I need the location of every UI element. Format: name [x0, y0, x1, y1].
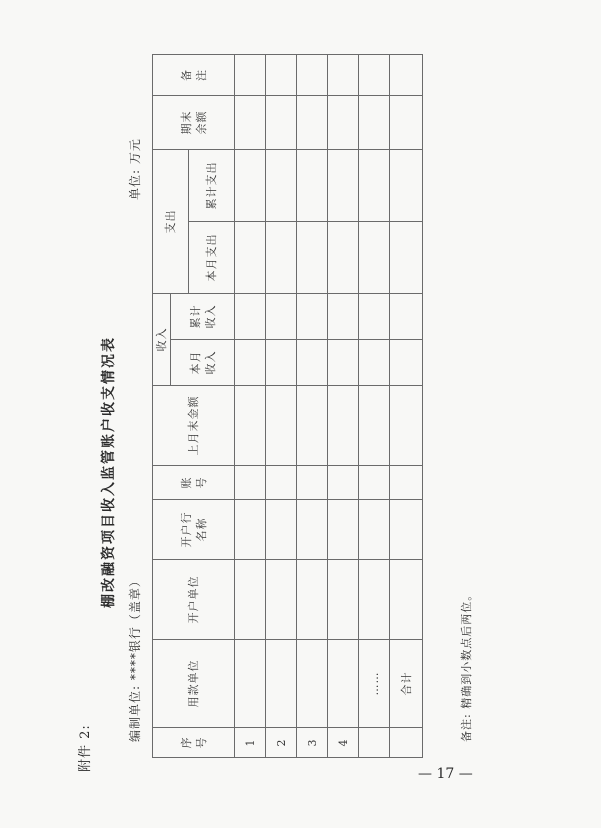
header-income: 收入: [153, 294, 171, 386]
row-borrower: [297, 640, 328, 728]
header-income-cum-a: 累计: [188, 304, 202, 329]
row-seq: 4: [328, 728, 359, 758]
row-borrower: [266, 640, 297, 728]
header-seq-a: 序: [179, 736, 193, 749]
page-number: — 17 —: [418, 766, 473, 782]
header-account-b: 号: [194, 476, 208, 489]
row-seq: [359, 728, 390, 758]
row-borrower: [328, 640, 359, 728]
header-bank: [153, 500, 235, 560]
row-seq: [390, 728, 423, 758]
attachment-label: 附件 2:: [78, 724, 93, 772]
header-remark-a: 备: [179, 69, 193, 81]
row-borrower: [235, 640, 266, 728]
header-remark-b: 注: [194, 69, 208, 81]
header-seq: [153, 728, 235, 758]
row-borrower: 合计: [390, 640, 423, 728]
header-end-b: 余额: [194, 110, 208, 135]
header-expense-cum: 累计支出: [189, 150, 235, 222]
header-prev-balance: 上月末金额: [153, 386, 235, 466]
header-account: [153, 466, 235, 500]
header-account-unit: 开户单位: [153, 560, 235, 640]
row-seq: 3: [297, 728, 328, 758]
table-row: [328, 55, 359, 758]
unit-label: 单位: 万元: [128, 138, 142, 200]
table-row: [235, 55, 266, 758]
header-income-cum-b: 收入: [203, 304, 217, 329]
header-expense-month: 本月支出: [189, 222, 235, 294]
header-expense: 支出: [153, 150, 189, 294]
header-end-a: 期末: [179, 110, 193, 135]
compiler-label: 编制单位: ****银行（盖章）: [128, 574, 142, 742]
header-account-a: 账: [179, 476, 193, 489]
table-row: [297, 55, 328, 758]
header-seq-b: 号: [194, 736, 208, 749]
table-row: [266, 55, 297, 758]
table-row: [359, 55, 390, 758]
accounts-table: [152, 54, 423, 758]
table-row-total: [390, 55, 423, 758]
header-income-month: [171, 340, 235, 386]
row-seq: 2: [266, 728, 297, 758]
header-borrower: 用款单位: [153, 640, 235, 728]
header-income-month-a: 本月: [188, 350, 202, 375]
row-seq: 1: [235, 728, 266, 758]
row-borrower: ……: [359, 640, 390, 728]
footnote: 备注: 精确到小数点后两位。: [460, 588, 473, 742]
header-bank-b: 名称: [194, 517, 208, 542]
header-income-cum: [171, 294, 235, 340]
header-income-month-b: 收入: [203, 350, 217, 375]
header-end-balance: [153, 96, 235, 150]
header-bank-a: 开户行: [179, 511, 193, 548]
header-remark: [153, 55, 235, 96]
form-title: 棚改融资项目收入监管账户收支情况表: [101, 336, 117, 608]
